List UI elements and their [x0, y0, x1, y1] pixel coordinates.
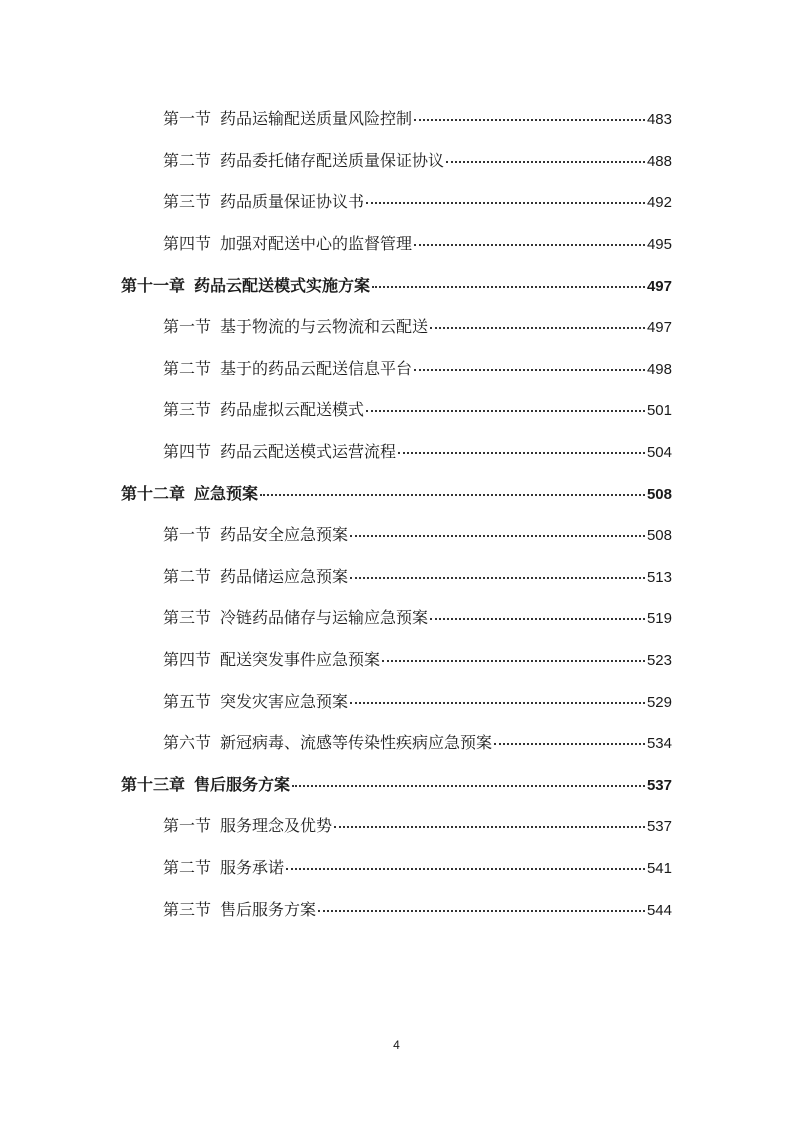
toc-entry-label	[121, 273, 370, 296]
toc-entry-title: 配送突发事件应急预案	[220, 650, 381, 670]
toc-entry-number: 第二节	[163, 566, 212, 586]
toc-entry-page: 544	[646, 901, 672, 919]
toc-entry-number: 第一节	[163, 317, 212, 337]
toc-section-entry[interactable]	[0, 846, 793, 888]
toc-entry-title: 药品虚拟云配送模式	[220, 400, 365, 420]
toc-entry-page: 508	[646, 527, 672, 545]
toc-entry-title: 新冠病毒、流感等传染性疾病应急预案	[220, 733, 493, 753]
toc-entry-title: 服务承诺	[220, 857, 285, 877]
page-number: 4	[393, 1038, 400, 1052]
dot-leader	[260, 494, 645, 496]
toc-entry-title: 应急预案	[194, 483, 259, 503]
toc-entry-page: 497	[646, 277, 672, 295]
dot-leader	[366, 202, 645, 204]
toc-section-entry[interactable]	[0, 180, 793, 222]
toc-section-entry[interactable]	[0, 388, 793, 430]
toc-entry-number: 第十二章	[121, 483, 186, 503]
toc-entry-number: 第四节	[163, 234, 212, 254]
toc-entry-label	[163, 855, 284, 878]
toc-entry-number: 第二节	[163, 358, 212, 378]
toc-section-entry[interactable]	[0, 804, 793, 846]
toc-entry-title: 冷链药品储存与运输应急预案	[220, 608, 429, 628]
toc-entry-title: 突发灾害应急预案	[220, 691, 349, 711]
dot-leader	[414, 119, 645, 121]
toc-section-entry[interactable]	[0, 347, 793, 389]
toc-entry-label	[163, 148, 444, 171]
toc-entry-page: 488	[646, 152, 672, 170]
dot-leader	[318, 910, 645, 912]
toc-entry-page: 537	[646, 776, 672, 794]
toc-entry-title: 药品云配送模式运营流程	[220, 442, 397, 462]
toc-entry-number: 第三节	[163, 608, 212, 628]
toc-section-entry[interactable]	[0, 638, 793, 680]
dot-leader	[430, 327, 645, 329]
toc-section-entry[interactable]	[0, 305, 793, 347]
toc-entry-title: 售后服务方案	[220, 899, 317, 919]
toc-entry-label	[163, 189, 364, 212]
toc-entry-page: 523	[646, 652, 672, 670]
dot-leader	[286, 868, 645, 870]
toc-entry-page: 492	[646, 194, 672, 212]
toc-entry-label	[121, 772, 290, 795]
toc-entry-title: 加强对配送中心的监督管理	[220, 234, 413, 254]
toc-entry-page: 495	[646, 236, 672, 254]
toc-entry-label	[163, 605, 428, 628]
toc-entry-title: 售后服务方案	[194, 774, 291, 794]
toc-entry-title: 药品运输配送质量风险控制	[220, 109, 413, 129]
toc-entry-label	[163, 397, 364, 420]
toc-entry-title: 服务理念及优势	[220, 816, 333, 836]
dot-leader	[350, 535, 645, 537]
toc-entry-label	[163, 356, 412, 379]
toc-entry-number: 第一节	[163, 109, 212, 129]
toc-entry-page: 504	[646, 444, 672, 462]
toc-entry-number: 第一节	[163, 525, 212, 545]
dot-leader	[372, 286, 645, 288]
toc-entry-page: 513	[646, 568, 672, 586]
toc-entry-title: 药品储运应急预案	[220, 566, 349, 586]
toc-section-entry[interactable]	[0, 555, 793, 597]
toc-entry-number: 第二节	[163, 857, 212, 877]
dot-leader	[350, 577, 645, 579]
dot-leader	[414, 369, 645, 371]
table-of-contents	[0, 97, 793, 929]
dot-leader	[414, 244, 645, 246]
toc-entry-number: 第二节	[163, 150, 212, 170]
toc-section-entry[interactable]	[0, 97, 793, 139]
toc-entry-page: 519	[646, 610, 672, 628]
toc-entry-number: 第十三章	[121, 774, 186, 794]
toc-entry-label	[163, 730, 492, 753]
toc-entry-number: 第三节	[163, 400, 212, 420]
toc-entry-number: 第五节	[163, 691, 212, 711]
toc-section-entry[interactable]	[0, 139, 793, 181]
toc-entry-number: 第六节	[163, 733, 212, 753]
toc-chapter-entry[interactable]	[0, 263, 793, 305]
dot-leader	[292, 785, 645, 787]
toc-entry-number: 第三节	[163, 899, 212, 919]
dot-leader	[350, 702, 645, 704]
toc-entry-page: 508	[646, 485, 672, 503]
toc-section-entry[interactable]	[0, 679, 793, 721]
toc-entry-number: 第三节	[163, 192, 212, 212]
toc-entry-number: 第四节	[163, 442, 212, 462]
toc-section-entry[interactable]	[0, 596, 793, 638]
toc-section-entry[interactable]	[0, 430, 793, 472]
toc-entry-page: 501	[646, 402, 672, 420]
toc-section-entry[interactable]	[0, 222, 793, 264]
toc-entry-page: 534	[646, 735, 672, 753]
toc-entry-page: 529	[646, 693, 672, 711]
toc-chapter-entry[interactable]	[0, 763, 793, 805]
toc-entry-label	[163, 813, 332, 836]
dot-leader	[430, 618, 645, 620]
dot-leader	[382, 660, 645, 662]
toc-entry-title: 药品云配送模式实施方案	[194, 275, 371, 295]
toc-entry-label	[163, 897, 316, 920]
toc-entry-title: 药品安全应急预案	[220, 525, 349, 545]
toc-entry-label	[163, 314, 428, 337]
toc-entry-label	[163, 231, 412, 254]
toc-section-entry[interactable]	[0, 887, 793, 929]
toc-entry-label	[163, 647, 380, 670]
toc-entry-number: 第四节	[163, 650, 212, 670]
toc-entry-page: 483	[646, 111, 672, 129]
toc-entry-page: 498	[646, 360, 672, 378]
toc-entry-label	[163, 564, 348, 587]
toc-entry-number: 第十一章	[121, 275, 186, 295]
toc-entry-label	[163, 439, 396, 462]
toc-section-entry[interactable]	[0, 721, 793, 763]
toc-entry-title: 药品质量保证协议书	[220, 192, 365, 212]
toc-entry-page: 541	[646, 859, 672, 877]
toc-section-entry[interactable]	[0, 513, 793, 555]
dot-leader	[494, 743, 645, 745]
dot-leader	[334, 826, 645, 828]
toc-entry-label	[163, 106, 412, 129]
toc-entry-title: 基于的药品云配送信息平台	[220, 358, 413, 378]
toc-entry-label	[163, 689, 348, 712]
dot-leader	[446, 161, 645, 163]
toc-entry-title: 药品委托储存配送质量保证协议	[220, 150, 445, 170]
dot-leader	[398, 452, 645, 454]
dot-leader	[366, 410, 645, 412]
toc-entry-page: 537	[646, 818, 672, 836]
toc-chapter-entry[interactable]	[0, 471, 793, 513]
toc-entry-label	[163, 522, 348, 545]
toc-entry-page: 497	[646, 319, 672, 337]
toc-entry-label	[121, 481, 258, 504]
toc-entry-title: 基于物流的与云物流和云配送	[220, 317, 429, 337]
toc-entry-number: 第一节	[163, 816, 212, 836]
